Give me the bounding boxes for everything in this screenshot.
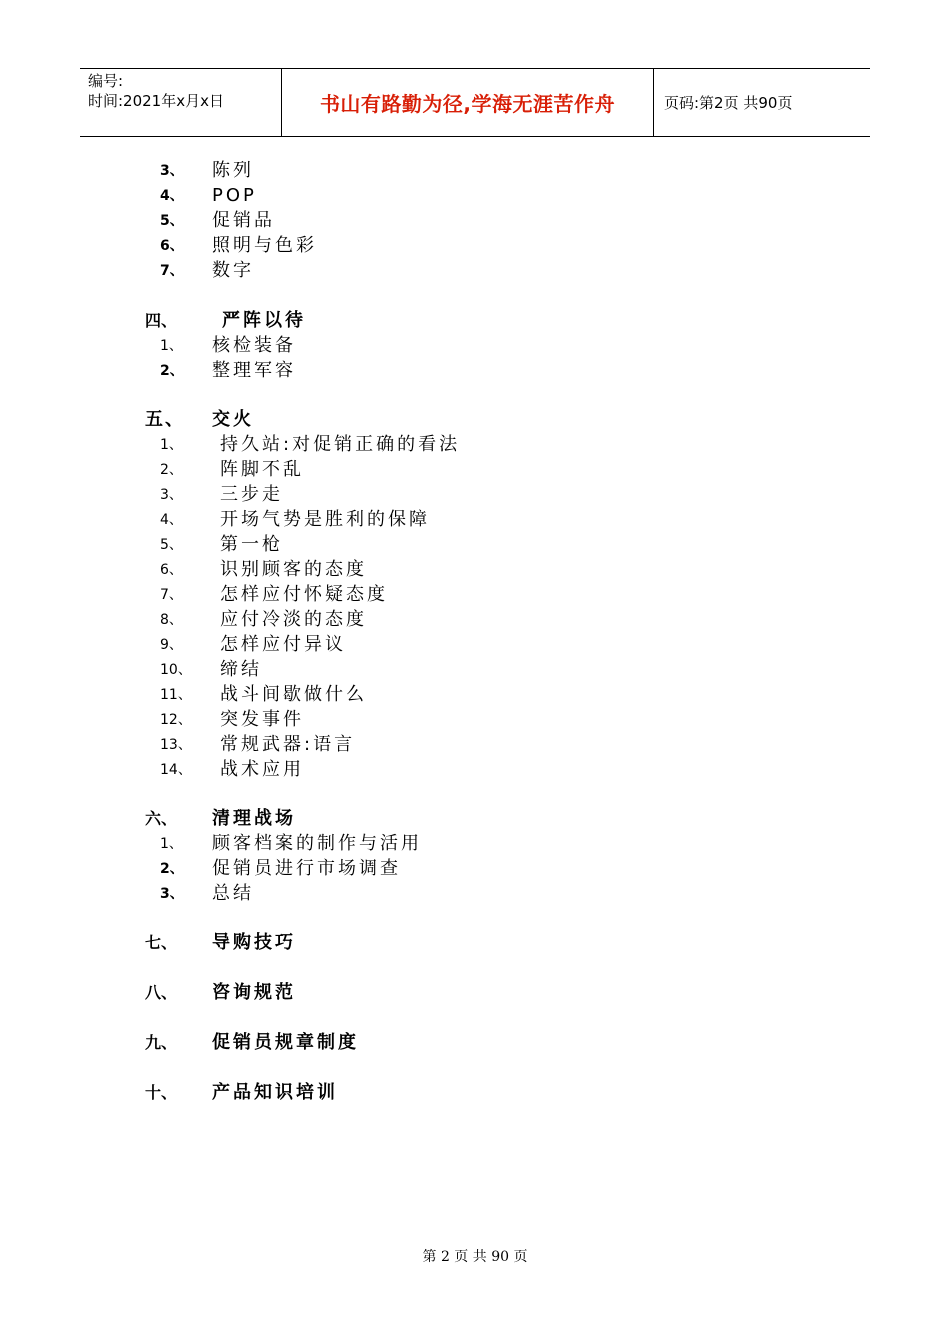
toc-item-number: 11、 xyxy=(160,687,192,703)
toc-item-text: 促销品 xyxy=(212,210,275,231)
toc-item-text: 怎样应付异议 xyxy=(220,634,346,655)
header-left-cell xyxy=(80,69,282,136)
toc-item-text: 顾客档案的制作与活用 xyxy=(212,833,422,854)
toc-item-number: 5、 xyxy=(160,537,183,553)
toc-item-text: 怎样应付怀疑态度 xyxy=(220,584,388,605)
toc-section-number: 六、 xyxy=(145,809,178,828)
toc-item-text: 持久站:对促销正确的看法 xyxy=(220,434,461,455)
toc-section-title: 交火 xyxy=(212,409,254,430)
toc-item-number: 5、 xyxy=(160,213,184,229)
toc-item-number: 1、 xyxy=(160,836,183,852)
toc-section-number: 七、 xyxy=(145,933,178,952)
toc-item-number: 6、 xyxy=(160,238,184,254)
toc-item-number: 7、 xyxy=(160,263,184,279)
page-footer: 第 2 页 共 90 页 xyxy=(422,1249,528,1265)
toc-section-number: 八、 xyxy=(145,983,178,1002)
toc-item-number: 4、 xyxy=(160,188,184,204)
toc-item-text: 整理军容 xyxy=(212,360,296,381)
toc-item-number: 1、 xyxy=(160,437,183,453)
toc-section-title: 产品知识培训 xyxy=(212,1082,338,1103)
toc-item-number: 1、 xyxy=(160,338,183,354)
motto-text: 书山有路勤为径,学海无涯苦作舟 xyxy=(319,92,616,116)
toc-item-text: 第一枪 xyxy=(220,534,283,555)
toc-item-text: 常规武器:语言 xyxy=(220,734,356,755)
toc-item-number: 6、 xyxy=(160,562,183,578)
toc-item-number: 2、 xyxy=(160,861,184,877)
toc-section-title: 促销员规章制度 xyxy=(212,1032,359,1053)
toc-item-number: 10、 xyxy=(160,662,192,678)
toc-item-text: 战术应用 xyxy=(220,759,304,780)
page-header xyxy=(80,68,870,137)
toc-section-number: 四、 xyxy=(145,311,178,330)
number-label: 编号: xyxy=(88,72,124,90)
toc-item-number: 4、 xyxy=(160,512,183,528)
toc-item-number: 3、 xyxy=(160,886,184,902)
toc-item-text: 总结 xyxy=(212,883,254,904)
toc-item-text: 识别顾客的态度 xyxy=(220,559,367,580)
toc-item-text: 促销员进行市场调查 xyxy=(212,858,401,879)
toc-item-number: 3、 xyxy=(160,163,184,179)
toc-item-number: 8、 xyxy=(160,612,183,628)
page-info: 页码:第2页 共90页 xyxy=(664,94,793,112)
toc-section-number: 十、 xyxy=(145,1083,178,1102)
toc-item-number: 2、 xyxy=(160,462,183,478)
toc-section-number: 九、 xyxy=(145,1033,178,1052)
toc-section-title: 咨询规范 xyxy=(212,982,296,1003)
header-motto-cell xyxy=(282,69,654,136)
toc-item-text: 核检装备 xyxy=(212,335,296,356)
toc-item-text: 阵脚不乱 xyxy=(220,459,304,480)
toc-item-text: 三步走 xyxy=(220,484,283,505)
toc-item-number: 2、 xyxy=(160,363,184,379)
toc-item-text: 照明与色彩 xyxy=(212,235,317,256)
toc-item-number: 14、 xyxy=(160,762,192,778)
toc-item-text: 陈列 xyxy=(212,160,254,181)
toc-item-text: 开场气势是胜利的保障 xyxy=(220,509,430,530)
toc-item-number: 9、 xyxy=(160,637,183,653)
toc-item-text: 应付冷淡的态度 xyxy=(220,609,367,630)
toc-item-number: 3、 xyxy=(160,487,183,503)
toc-item-number: 13、 xyxy=(160,737,192,753)
toc-item-text: 缔结 xyxy=(220,659,262,680)
toc-section-title: 导购技巧 xyxy=(212,932,296,953)
toc-item-text: 突发事件 xyxy=(220,709,304,730)
toc-section-number: 五、 xyxy=(145,409,185,430)
header-page-cell xyxy=(654,69,870,136)
toc-item-text: 战斗间歇做什么 xyxy=(220,684,367,705)
date-label: 时间:2021年x月x日 xyxy=(88,92,224,110)
toc-item-number: 7、 xyxy=(160,587,183,603)
toc-item-number: 12、 xyxy=(160,712,192,728)
toc-section-title: 严阵以待 xyxy=(222,310,306,331)
toc-item-text: 数字 xyxy=(212,260,254,281)
toc-section-title: 清理战场 xyxy=(212,808,296,829)
toc-item-text: POP xyxy=(212,185,257,206)
